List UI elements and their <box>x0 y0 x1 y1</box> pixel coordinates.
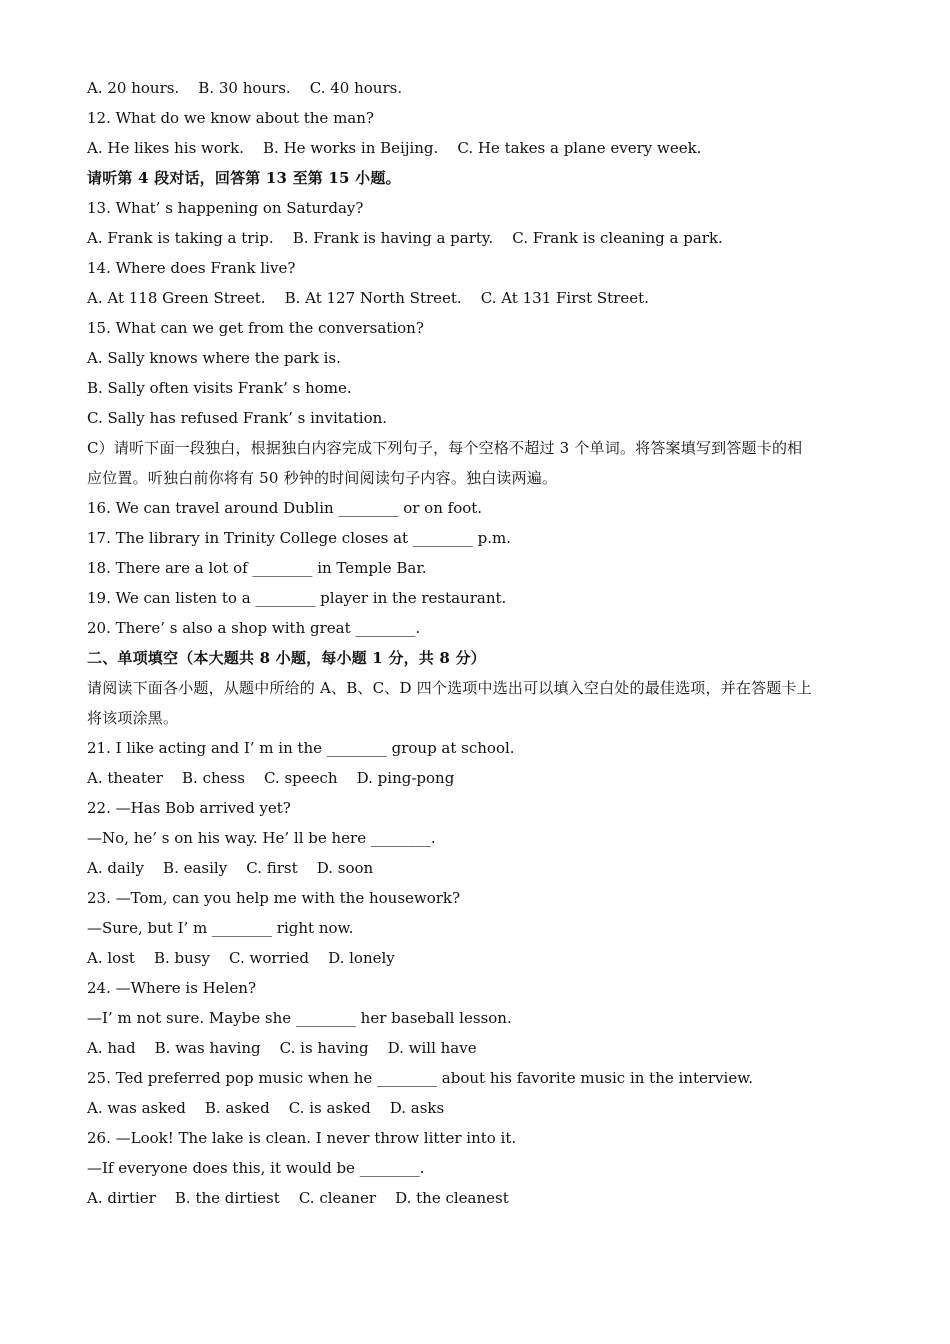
text-line: —If everyone does this, it would be ________. <box>87 1159 425 1177</box>
text-line: A. daily B. easily C. first D. soon <box>87 859 374 877</box>
text-line: A. theater B. chess C. speech D. ping-pong <box>87 769 455 787</box>
text-line: 将该项涂黑。 <box>87 709 179 727</box>
text-line: 13. What’ s happening on Saturday? <box>87 199 364 217</box>
text-line: A. He likes his work. B. He works in Beijing. C. He takes a plane every week. <box>87 139 702 157</box>
text-line: 20. There’ s also a shop with great ________. <box>87 619 421 637</box>
text-line: 应位置。听独白前你将有 50 秒钟的时间阅读句子内容。独白读两遍。 <box>87 469 558 487</box>
text-line: C. Sally has refused Frank’ s invitation. <box>87 409 388 427</box>
text-line: —No, he’ s on his way. He’ ll be here ________. <box>87 829 436 847</box>
text-line: A. had B. was having C. is having D. will have <box>87 1039 477 1057</box>
section-heading: 二、单项填空（本大题共 8 小题，每小题 1 分，共 8 分） <box>87 649 486 667</box>
text-line: A. At 118 Green Street. B. At 127 North Street. C. At 131 First Street. <box>87 289 649 307</box>
text-line: 25. Ted preferred pop music when he ________ about his favorite music in the interview. <box>87 1069 754 1087</box>
text-line: 22. —Has Bob arrived yet? <box>87 799 291 817</box>
text-line: 24. —Where is Helen? <box>87 979 256 997</box>
text-line: A. Frank is taking a trip. B. Frank is having a party. C. Frank is cleaning a park. <box>87 229 723 247</box>
text-line: —I’ m not sure. Maybe she ________ her baseball lesson. <box>87 1009 512 1027</box>
text-line: 16. We can travel around Dublin ________ or on foot. <box>87 499 483 517</box>
text-line: 请阅读下面各小题，从题中所给的 A、B、C、D 四个选项中选出可以填入空白处的最佳选项，并在答题卡上 <box>87 679 812 697</box>
text-line: A. was asked B. asked C. is asked D. asks <box>87 1099 445 1117</box>
section-heading: 请听第 4 段对话，回答第 13 至第 15 小题。 <box>87 169 401 187</box>
text-line: A. lost B. busy C. worried D. lonely <box>87 949 395 967</box>
text-line: B. Sally often visits Frank’ s home. <box>87 379 352 397</box>
text-line: 19. We can listen to a ________ player in the restaurant. <box>87 589 507 607</box>
text-line: 26. —Look! The lake is clean. I never throw litter into it. <box>87 1129 517 1147</box>
exam-text-block <box>87 76 887 1216</box>
text-line: 18. There are a lot of ________ in Temple Bar. <box>87 559 427 577</box>
text-line: 14. Where does Frank live? <box>87 259 296 277</box>
text-line: —Sure, but I’ m ________ right now. <box>87 919 354 937</box>
text-line: C）请听下面一段独白，根据独白内容完成下列句子，每个空格不超过 3 个单词。将答案填写到答题卡的相 <box>87 439 803 457</box>
text-line: 21. I like acting and I’ m in the ________ group at school. <box>87 739 515 757</box>
text-line: A. Sally knows where the park is. <box>87 349 341 367</box>
text-line: A. dirtier B. the dirtiest C. cleaner D. the cleanest <box>87 1189 509 1207</box>
text-line: 23. —Tom, can you help me with the housework? <box>87 889 461 907</box>
text-line: 12. What do we know about the man? <box>87 109 374 127</box>
text-line: A. 20 hours. B. 30 hours. C. 40 hours. <box>87 79 403 97</box>
text-line: 15. What can we get from the conversation? <box>87 319 424 337</box>
text-line: 17. The library in Trinity College closes at ________ p.m. <box>87 529 511 547</box>
